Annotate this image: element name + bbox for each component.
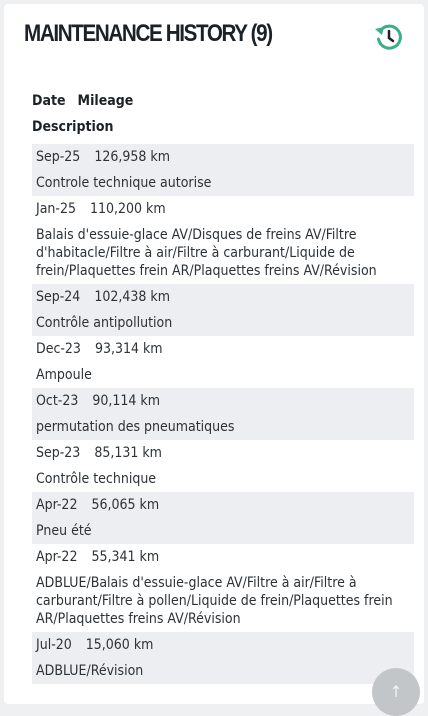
history-clock-icon[interactable] [372, 20, 406, 54]
entry-date: Apr-22 [36, 497, 78, 513]
entry-date-mileage [36, 632, 414, 658]
entry-date-mileage [36, 196, 414, 222]
entry-mileage: 93,314 km [94, 341, 163, 357]
arrow-up-icon: ↑ [389, 682, 403, 701]
table-row [32, 144, 414, 196]
entry-description: Pneu été [36, 523, 92, 539]
column-header-mileage: Mileage [77, 93, 134, 109]
table-row [32, 388, 414, 440]
entry-date-mileage [36, 544, 414, 570]
page-title: MAINTENANCE HISTORY (9) [24, 20, 272, 47]
column-header-date: Date [32, 93, 66, 109]
entry-mileage: 126,958 km [94, 149, 170, 165]
entry-mileage: 56,065 km [91, 497, 160, 513]
entry-mileage: 85,131 km [94, 445, 162, 461]
maintenance-history-card [4, 4, 424, 704]
entry-date: Jan-25 [36, 201, 76, 217]
column-header-description: Description [32, 119, 114, 135]
scroll-to-top-button[interactable] [372, 668, 420, 716]
table-row [32, 632, 414, 684]
entry-description: ADBLUE/Révision [36, 663, 144, 679]
entry-description: Contrôle technique [36, 471, 157, 487]
entry-description: ADBLUE/Balais d'essuie-glace AV/Filtre à air/Filtre à carburant/Filtre à pollen/Liquide de frein/Plaquettes frein AR/Plaquettes freins AV/Révision [36, 575, 393, 627]
entry-description: Ampoule [36, 367, 92, 383]
entry-date: Sep-24 [36, 289, 81, 305]
entry-date: Jul-20 [36, 637, 72, 653]
entry-date-mileage [36, 336, 414, 362]
table-row [32, 336, 414, 388]
entry-date: Apr-22 [36, 549, 78, 565]
entry-date: Dec-23 [36, 341, 81, 357]
table-row [32, 196, 414, 284]
entry-mileage: 90,114 km [92, 393, 160, 409]
entry-mileage: 102,438 km [94, 289, 170, 305]
entry-date-mileage [36, 388, 414, 414]
entry-date-mileage [36, 144, 414, 170]
table-row [32, 284, 414, 336]
entry-description: permutation des pneumatiques [36, 419, 235, 435]
entry-mileage: 55,341 km [91, 549, 160, 565]
entries-list [32, 144, 414, 684]
entry-date: Sep-25 [36, 149, 81, 165]
table-header [32, 88, 414, 144]
entry-date: Oct-23 [36, 393, 79, 409]
entry-mileage: 110,200 km [89, 201, 166, 217]
entry-date: Sep-23 [36, 445, 81, 461]
table-row [32, 544, 414, 632]
table-row [32, 440, 414, 492]
entry-date-mileage [36, 284, 414, 310]
entry-description: Contrôle antipollution [36, 315, 173, 331]
table-row [32, 492, 414, 544]
entry-description: Controle technique autorise [36, 175, 212, 191]
card-header [4, 4, 424, 68]
entry-date-mileage [36, 492, 414, 518]
entry-date-mileage [36, 440, 414, 466]
maintenance-table [32, 88, 414, 684]
entry-mileage: 15,060 km [85, 637, 154, 653]
entry-description: Balais d'essuie-glace AV/Disques de freins AV/Filtre d'habitacle/Filtre à air/Filtre à carburant/Liquide de frein/Plaquettes frein AR/Plaquettes freins AV/Révision [36, 227, 377, 279]
